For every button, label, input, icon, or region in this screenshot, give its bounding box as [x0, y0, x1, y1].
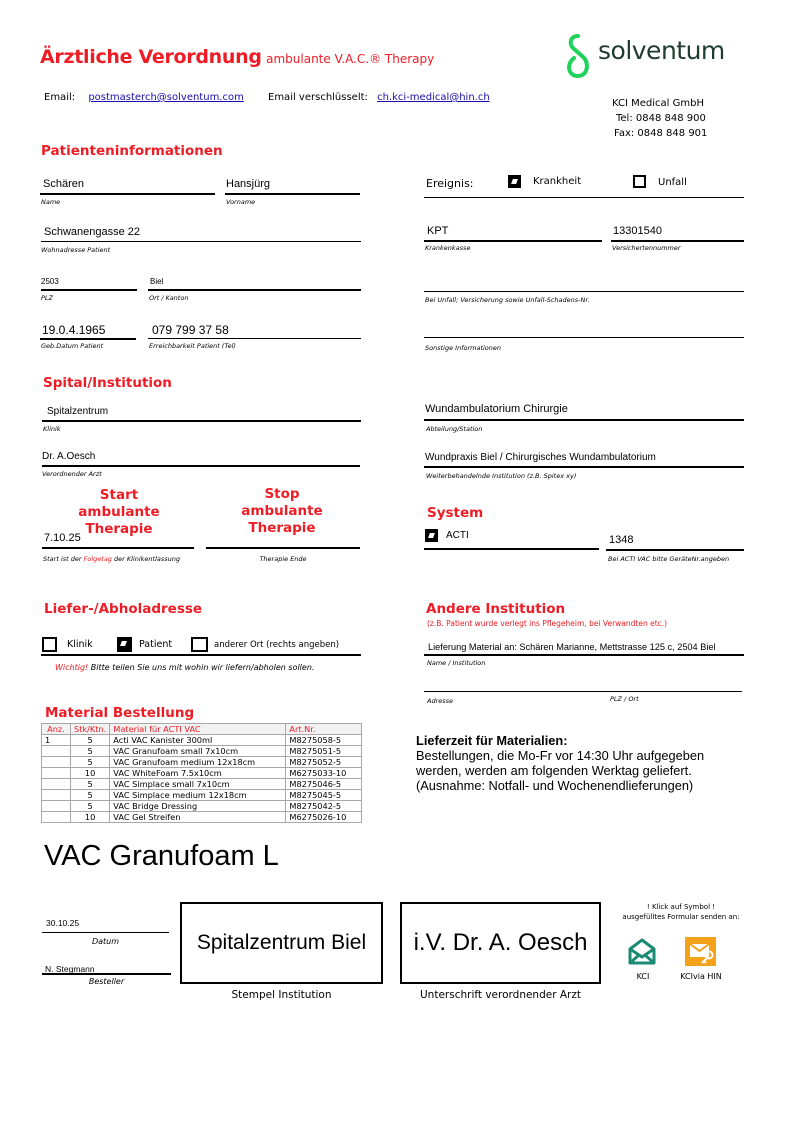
document-title [40, 46, 434, 68]
email-row [44, 92, 244, 103]
delivery-time-line2: werden, werden am folgenden Werktag geliefert. [416, 763, 692, 778]
patient-ort-line [148, 289, 361, 291]
title-subtitle: ambulante V.A.C.® Therapy [266, 52, 435, 66]
arzt-value[interactable]: Dr. A.Oesch [42, 451, 96, 462]
material-name-cell: VAC Simplace small 7x10cm [110, 779, 286, 790]
other-institution-name-label: Name / Institution [427, 659, 486, 667]
abteilung-line [424, 419, 744, 421]
delivery-note-text: Bitte teilen Sie uns mit wohin wir liefern/abholen sollen. [88, 663, 315, 672]
other-institution-subheading: (z.B. Patient wurde verlegt ins Pflegeheim, bei Verwandten etc.) [427, 619, 668, 628]
material-name-cell: VAC Granufoam small 7x10cm [110, 746, 286, 757]
material-anz-cell[interactable] [42, 779, 71, 790]
delivery-time-line3: (Ausnahme: Notfall- und Wochenendlieferungen) [416, 778, 694, 793]
patient-phone-value[interactable]: 079 799 37 58 [152, 323, 229, 337]
send-kci-button[interactable] [627, 937, 657, 965]
patient-vorname-line [225, 193, 360, 195]
material-anz-cell[interactable]: 1 [42, 735, 71, 746]
section-material-heading: Material Bestellung [45, 705, 195, 721]
signature-box[interactable] [400, 902, 601, 984]
material-row [42, 768, 362, 779]
other-institution-name-value[interactable]: Lieferung Material an: Schären Marianne, Mettstrasse 125 c, 2504 Biel [428, 642, 716, 652]
material-stk-cell: 5 [71, 779, 110, 790]
patient-name-label: Name [41, 198, 61, 206]
material-table-header [42, 724, 362, 735]
klinik-label: Klinik [43, 425, 61, 433]
event-krankheit-checkbox[interactable] [508, 175, 521, 188]
klinik-value[interactable]: Spitalzentrum [47, 406, 109, 417]
patient-ort-value[interactable]: Biel [150, 277, 164, 286]
unfall-versicherung-line[interactable] [424, 291, 744, 292]
other-institution-address-line[interactable] [424, 691, 742, 692]
send-hint-line2: ausgefülltes Formular senden an: [622, 913, 740, 921]
company-tel: Tel: 0848 848 900 [616, 113, 706, 124]
delivery-other-checkbox[interactable] [191, 637, 208, 652]
material-stk-cell: 5 [71, 801, 110, 812]
email-encrypted-row [268, 92, 490, 103]
envelope-key-icon [685, 937, 716, 966]
patient-dob-label: Geb.Datum Patient [41, 342, 104, 350]
material-row [42, 801, 362, 812]
system-acti-checkbox[interactable] [425, 529, 438, 542]
patient-name-line [40, 193, 215, 195]
material-row [42, 790, 362, 801]
material-name-cell: Acti VAC Kanister 300ml [110, 735, 286, 746]
abteilung-label: Abteilung/Station [426, 425, 483, 433]
material-anz-cell[interactable] [42, 812, 71, 823]
section-institution-heading: Spital/Institution [43, 375, 172, 391]
sonstige-line[interactable] [424, 337, 744, 338]
email-encrypted-label: Email verschlüsselt: [268, 92, 368, 103]
patient-phone-label: Erreichbarkeit Patient (Tel) [149, 342, 236, 350]
material-stk-cell: 5 [71, 746, 110, 757]
krankenkasse-label: Krankenkasse [425, 244, 471, 252]
therapy-start-line [42, 547, 194, 549]
email-label: Email: [44, 92, 76, 103]
material-name-cell: VAC Gel Streifen [110, 812, 286, 823]
material-anz-cell[interactable] [42, 757, 71, 768]
therapy-stop-line[interactable] [206, 547, 360, 549]
send-hint-line1: ! Klick auf Symbol ! [646, 903, 716, 911]
weiterbehandelnde-value[interactable]: Wundpraxis Biel / Chirurgisches Wundambulatorium [425, 452, 656, 463]
besteller-line [42, 973, 171, 975]
delivery-time-title: Lieferzeit für Materialien: [416, 733, 568, 748]
material-row [42, 779, 362, 790]
stamp-label: Stempel Institution [231, 989, 332, 1001]
patient-phone-line [148, 338, 361, 339]
material-stk-cell: 10 [71, 768, 110, 779]
send-hint [606, 902, 756, 922]
section-system-heading: System [427, 505, 484, 521]
versichertennummer-value[interactable]: 13301540 [613, 225, 662, 237]
material-art-cell: M6275033-10 [286, 768, 362, 779]
col-anz: Anz. [42, 724, 71, 735]
patient-plz-line [41, 289, 137, 291]
therapy-start-heading [44, 487, 194, 538]
patient-dob-value[interactable]: 19.0.4.1965 [42, 323, 106, 337]
solventum-logo [560, 32, 740, 80]
versichertennummer-line [611, 240, 744, 242]
delivery-note-important: Wichtig! [55, 663, 89, 672]
datum-value[interactable]: 30.10.25 [46, 918, 80, 928]
material-row [42, 735, 362, 746]
other-institution-plz-label: PLZ / Ort [610, 695, 639, 703]
therapy-start-label-post: der Klinikentlassung [111, 555, 181, 563]
company-contact [612, 96, 707, 141]
section-delivery-heading: Liefer-/Abholadresse [44, 601, 203, 617]
patient-address-value[interactable]: Schwanengasse 22 [44, 226, 141, 238]
versichertennummer-label: Versichertennummer [612, 244, 681, 252]
col-art: Art.Nr. [286, 724, 362, 735]
material-stk-cell: 10 [71, 812, 110, 823]
material-art-cell: M8275045-5 [286, 790, 362, 801]
event-krankheit-label: Krankheit [533, 176, 582, 187]
material-row [42, 757, 362, 768]
besteller-label: Besteller [88, 977, 125, 986]
patient-name-value[interactable]: Schären [43, 178, 84, 190]
material-stk-cell: 5 [71, 735, 110, 746]
envelope-open-icon [627, 937, 657, 965]
material-row [42, 812, 362, 823]
signature-label: Unterschrift verordnender Arzt [420, 989, 581, 1001]
therapy-start-heading-line1: Start [99, 487, 139, 503]
arzt-line [42, 465, 360, 467]
delivery-patient-label: Patient [139, 639, 173, 650]
krankenkasse-value[interactable]: KPT [427, 225, 449, 237]
material-stk-cell: 5 [71, 757, 110, 768]
delivery-time-line1: Bestellungen, die Mo-Fr vor 14:30 Uhr aufgegeben [416, 748, 705, 763]
therapy-start-label [43, 555, 180, 563]
send-hin-button[interactable] [685, 937, 716, 966]
delivery-patient-checkbox[interactable] [117, 637, 132, 652]
company-fax: Fax: 0848 848 901 [614, 128, 708, 139]
delivery-klinik-checkbox[interactable] [42, 637, 57, 652]
delivery-note [55, 663, 314, 672]
stamp-box[interactable] [180, 902, 383, 984]
other-institution-address-label: Adresse [427, 697, 454, 705]
datum-line [42, 932, 169, 933]
therapy-stop-heading-line2: ambulante Therapie [241, 503, 323, 536]
material-name-cell: VAC Granufoam medium 12x18cm [110, 757, 286, 768]
event-unfall-label: Unfall [658, 177, 687, 188]
company-name: KCI Medical GmbH [612, 98, 704, 109]
patient-ort-label: Ort / Kanton [149, 294, 189, 302]
therapy-start-label-em: Folgetag [83, 555, 112, 563]
patient-address-line [41, 241, 361, 242]
arzt-label: Verordnender Arzt [42, 470, 102, 478]
section-patient-heading: Patienteninformationen [41, 143, 223, 159]
material-anz-cell[interactable] [42, 768, 71, 779]
patient-address-label: Wohnadresse Patient [41, 246, 111, 254]
event-label: Ereignis: [426, 177, 474, 190]
material-art-cell: M8275046-5 [286, 779, 362, 790]
signature-text: i.V. Dr. A. Oesch [413, 929, 588, 956]
material-art-cell: M8275042-5 [286, 801, 362, 812]
delivery-klinik-label: Klinik [67, 639, 93, 650]
patient-plz-value[interactable]: 2503 [41, 277, 59, 286]
stamp-text: Spitalzentrum Biel [196, 931, 367, 954]
patient-vorname-value[interactable]: Hansjürg [226, 178, 271, 190]
patient-plz-label: PLZ [41, 294, 53, 302]
section-other-institution-heading: Andere Institution [426, 601, 566, 617]
weiterbehandelnde-label: Weiterbehandelnde Institution (z.B. Spitex xy) [426, 472, 577, 480]
email-encrypted-link[interactable]: ch.kci-medical@hin.ch [377, 92, 490, 103]
material-anz-cell[interactable] [42, 790, 71, 801]
material-art-cell: M8275052-5 [286, 757, 362, 768]
abteilung-value[interactable]: Wundambulatorium Chirurgie [425, 403, 568, 415]
therapy-stop-heading-line1: Stop [264, 486, 300, 502]
event-line [424, 197, 744, 198]
col-material: Material für ACTI VAC [110, 724, 286, 735]
system-acti-line [424, 548, 599, 550]
material-table [41, 723, 362, 823]
system-acti-label: ACTI [446, 530, 469, 541]
delivery-other-label: anderer Ort (rechts angeben) [214, 640, 340, 650]
col-stk: Stk/Ktn. [71, 724, 110, 735]
material-name-cell: VAC Bridge Dressing [110, 801, 286, 812]
material-art-cell: M8275051-5 [286, 746, 362, 757]
material-stk-cell: 5 [71, 790, 110, 801]
title-main: Ärztliche Verordnung [40, 46, 262, 68]
device-number-line [606, 549, 744, 551]
klinik-line [42, 420, 361, 422]
patient-dob-line [40, 338, 136, 340]
material-anz-cell[interactable] [42, 801, 71, 812]
extra-material-item[interactable]: VAC Granufoam L [44, 840, 279, 872]
email-link[interactable]: postmasterch@solventum.com [88, 92, 244, 103]
delivery-line [41, 654, 361, 656]
material-art-cell: M6275026-10 [286, 812, 362, 823]
therapy-stop-heading [207, 486, 357, 537]
event-unfall-checkbox[interactable] [633, 175, 646, 188]
patient-vorname-label: Vorname [226, 198, 256, 206]
material-art-cell: M8275058-5 [286, 735, 362, 746]
material-name-cell: VAC WhiteFoam 7.5x10cm [110, 768, 286, 779]
other-institution-name-line [424, 654, 744, 656]
unfall-versicherung-label: Bei Unfall; Versicherung sowie Unfall-Schadens-Nr. [425, 296, 590, 304]
besteller-value[interactable]: N. Stegmann [45, 964, 95, 974]
material-anz-cell[interactable] [42, 746, 71, 757]
logo-s-icon [560, 32, 596, 80]
delivery-time-info [416, 733, 704, 793]
therapy-start-heading-line2: ambulante Therapie [78, 504, 160, 537]
material-row [42, 746, 362, 757]
weiterbehandelnde-line [424, 466, 744, 468]
therapy-stop-label: Therapie Ende [259, 555, 307, 563]
therapy-start-value[interactable]: 7.10.25 [44, 532, 81, 544]
material-name-cell: VAC Simplace medium 12x18cm [110, 790, 286, 801]
sonstige-label: Sonstige Informationen [425, 344, 502, 352]
device-number-label: Bei ACTI VAC bitte GeräteNr.angeben [608, 555, 730, 563]
krankenkasse-line [424, 240, 602, 242]
datum-label: Datum [91, 937, 120, 946]
therapy-start-label-pre: Start ist der [43, 555, 84, 563]
send-hin-label[interactable]: KCIvia HIN [680, 972, 722, 981]
logo-text: solventum [598, 36, 725, 65]
device-number-value[interactable]: 1348 [609, 534, 634, 546]
send-kci-label[interactable]: KCI [636, 972, 650, 981]
